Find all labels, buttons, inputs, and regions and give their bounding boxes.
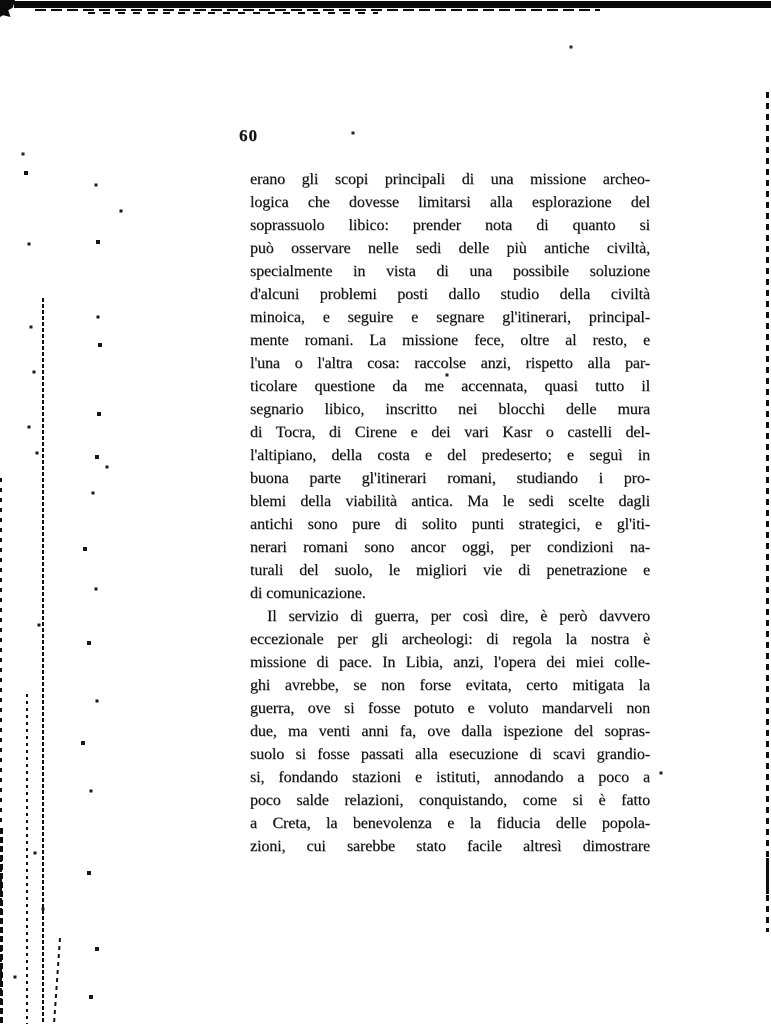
text-line: può osservare nelle sedi delle più antiche civiltà,	[250, 240, 650, 257]
scan-gutter-line	[42, 298, 44, 1024]
scan-gutter-line	[0, 828, 3, 1024]
text-line: mente romani. La missione fece, oltre al resto, e	[250, 332, 650, 349]
body-text	[250, 168, 650, 858]
scan-right-edge-line	[766, 858, 769, 894]
text-line: minoica, e seguire e segnare gl'itinerari, principal-	[250, 309, 650, 326]
scan-top-fray-line	[35, 9, 600, 11]
text-line: soprassuolo libico: prender nota di quanto si	[250, 217, 650, 234]
text-line: eccezionale per gli archeologi: di regola la nostra è	[250, 631, 650, 648]
text-line: antichi sono pure di solito punti strategici, e gl'iti-	[250, 516, 650, 533]
text-line: zioni, cui sarebbe stato facile altresì dimostrare	[250, 838, 650, 855]
scan-corner-smudge	[0, 0, 15, 17]
text-line: a Creta, la benevolenza e la fiducia delle popola-	[250, 815, 650, 832]
scan-speckles	[0, 0, 2, 2]
text-line: segnario libico, inscritto nei blocchi delle mura	[250, 401, 650, 418]
text-line: di Tocra, di Cirene e dei vari Kasr o castelli del-	[250, 424, 650, 441]
scan-right-edge-line	[766, 92, 769, 932]
text-line: ticolare questione da me accennata, quasi tutto il	[250, 378, 650, 395]
scan-top-fray-line	[88, 12, 378, 14]
text-line: l'altipiano, della costa e del predeserto; e seguì in	[250, 447, 650, 464]
text-line: d'alcuni problemi posti dallo studio della civiltà	[250, 286, 650, 303]
text-line: missione di pace. In Libia, anzi, l'opera dei miei colle-	[250, 654, 650, 671]
text-line: si, fondando stazioni e istituti, annodando a poco a	[250, 769, 650, 786]
text-line: nerari romani sono ancor oggi, per condizioni na-	[250, 539, 650, 556]
text-line: blemi della viabilità antica. Ma le sedi scelte dagli	[250, 493, 650, 510]
text-line: poco salde relazioni, conquistando, come si è fatto	[250, 792, 650, 809]
text-line: erano gli scopi principali di una missione archeo-	[250, 171, 650, 188]
text-line: buona parte gl'itinerari romani, studiando i pro-	[250, 470, 650, 487]
text-line: due, ma venti anni fa, ove dalla ispezione del sopras-	[250, 723, 650, 740]
text-line: di comunicazione.	[250, 585, 366, 602]
scan-gutter-line	[26, 694, 28, 1024]
text-line: guerra, ove si fosse potuto e voluto mandarveli non	[250, 700, 650, 717]
text-line: Il servizio di guerra, per così dire, è però davvero	[267, 608, 650, 625]
scan-top-edge-band	[0, 1, 771, 8]
text-line: turali del suolo, le migliori vie di penetrazione e	[250, 562, 650, 579]
text-line: l'una o l'altra cosa: raccolse anzi, rispetto alla par-	[250, 355, 650, 372]
text-line: logica che dovesse limitarsi alla esplorazione del	[250, 194, 650, 211]
page-number: 60	[239, 126, 258, 145]
text-line: specialmente in vista di una possibile soluzione	[250, 263, 650, 280]
scan-gutter-line	[53, 938, 61, 1024]
text-line: suolo si fosse passati alla esecuzione di scavi grandio-	[250, 746, 650, 763]
text-line: ghi avrebbe, se non forse evitata, certo mitigata la	[250, 677, 650, 694]
